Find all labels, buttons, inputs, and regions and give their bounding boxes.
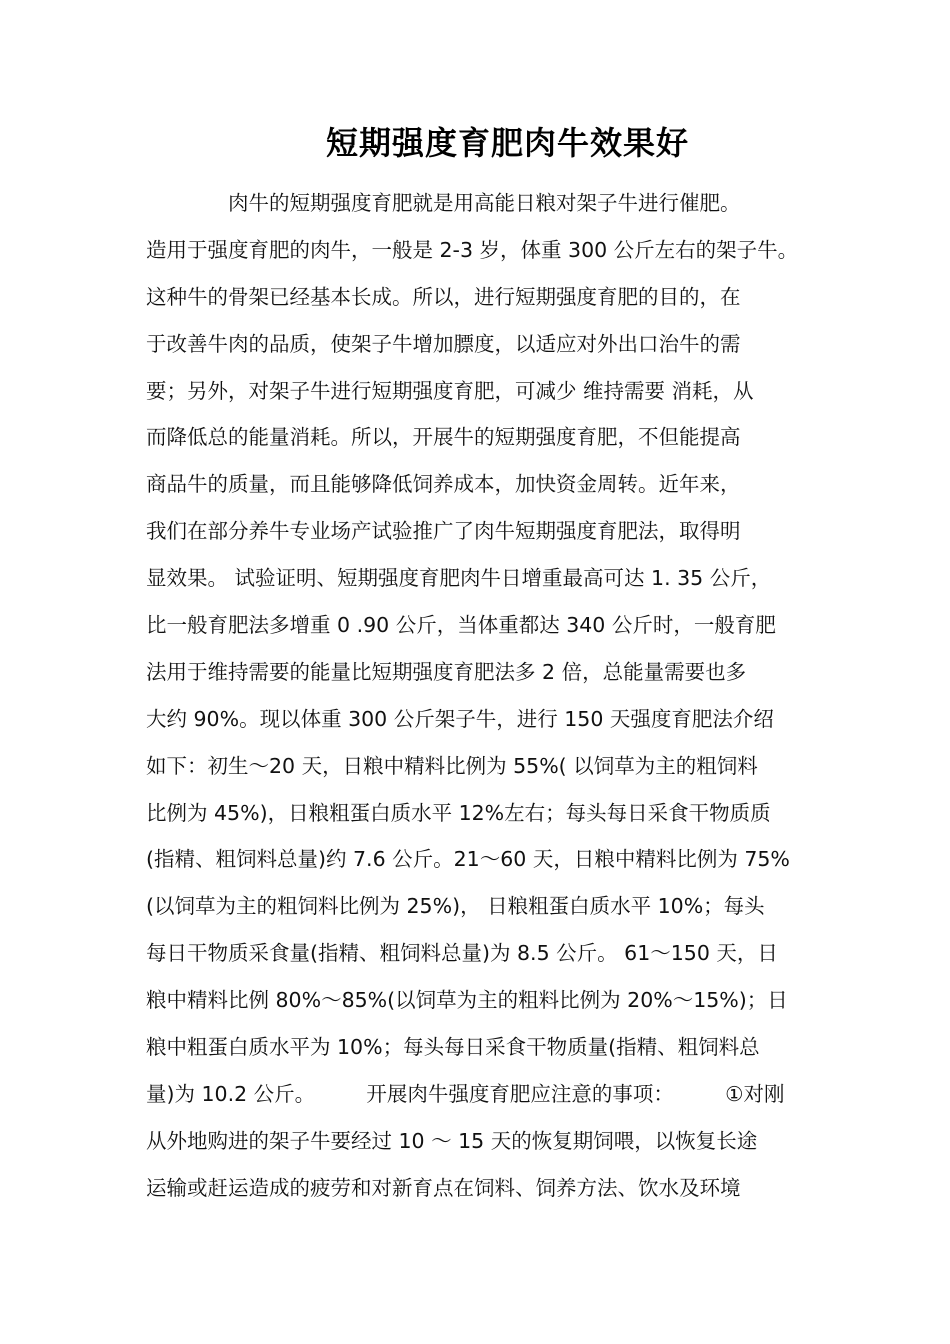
document-body <box>146 180 846 1212</box>
body-line: 我们在部分养牛专业场产试验推广了肉牛短期强度育肥法，取得明 <box>146 519 741 544</box>
body-line: 而降低总的能量消耗。所以，开展牛的短期强度育肥，不但能提高 <box>146 425 741 450</box>
document-title: 短期强度育肥肉牛效果好 <box>325 124 689 162</box>
body-line: 造用于强度育肥的肉牛，一般是 2-3 岁，体重 300 公斤左右的架子牛。 <box>146 237 799 262</box>
body-line: 每日干物质采食量(指精、粗饲料总量)为 8.5 公斤。 61～150 天，日 <box>146 941 778 966</box>
body-line: 从外地购进的架子牛要经过 10 ～ 15 天的恢复期饲喂，以恢复长途 <box>146 1128 758 1153</box>
body-line: 运输或赶运造成的疲劳和对新育点在饲料、饲养方法、饮水及环境 <box>146 1175 741 1200</box>
body-line: 粮中粗蛋白质水平为 10%；每头每日采食干物质量(指精、粗饲料总 <box>146 1035 760 1060</box>
body-line: (以饲草为主的粗饲料比例为 25%)， 日粮粗蛋白质水平 10%；每头 <box>146 894 765 919</box>
body-line: 于改善牛肉的品质，使架子牛增加膘度，以适应对外出口治牛的需 <box>146 331 741 356</box>
body-line: 这种牛的骨架已经基本长成。所以，进行短期强度育肥的目的，在 <box>146 284 741 309</box>
body-line: 商品牛的质量，而且能够降低饲养成本，加快资金周转。近年来， <box>146 472 741 497</box>
body-line: 大约 90%。现以体重 300 公斤架子牛，进行 150 天强度育肥法介绍 <box>146 706 774 731</box>
body-line: 如下：初生～20 天，日粮中精料比例为 55%( 以饲草为主的粗饲料 <box>146 753 758 778</box>
body-line: (指精、粗饲料总量)约 7.6 公斤。21～60 天，日粮中精料比例为 75% <box>146 847 790 872</box>
body-line: 粮中精料比例 80%～85%(以饲草为主的粗料比例为 20%～15%)；日 <box>146 988 788 1013</box>
body-line: 法用于维持需要的能量比短期强度育肥法多 2 倍，总能量需要也多 <box>146 659 747 684</box>
body-line: 比例为 45%)，日粮粗蛋白质水平 12%左右；每头每日采食干物质质 <box>146 800 771 825</box>
body-line: 肉牛的短期强度育肥就是用高能日粮对架子牛进行催肥。 <box>146 191 741 215</box>
body-line: 量)为 10.2 公斤。 开展肉牛强度育肥应注意的事项： ①对刚 <box>146 1081 785 1106</box>
body-line: 要；另外，对架子牛进行短期强度育肥，可减少 维持需要 消耗，从 <box>146 378 754 403</box>
body-line: 显效果。 试验证明、短期强度育肥肉牛日增重最高可达 1. 35 公斤， <box>146 566 772 591</box>
body-line: 比一般育肥法多增重 0 .90 公斤，当体重都达 340 公斤时，一般育肥 <box>146 613 776 638</box>
